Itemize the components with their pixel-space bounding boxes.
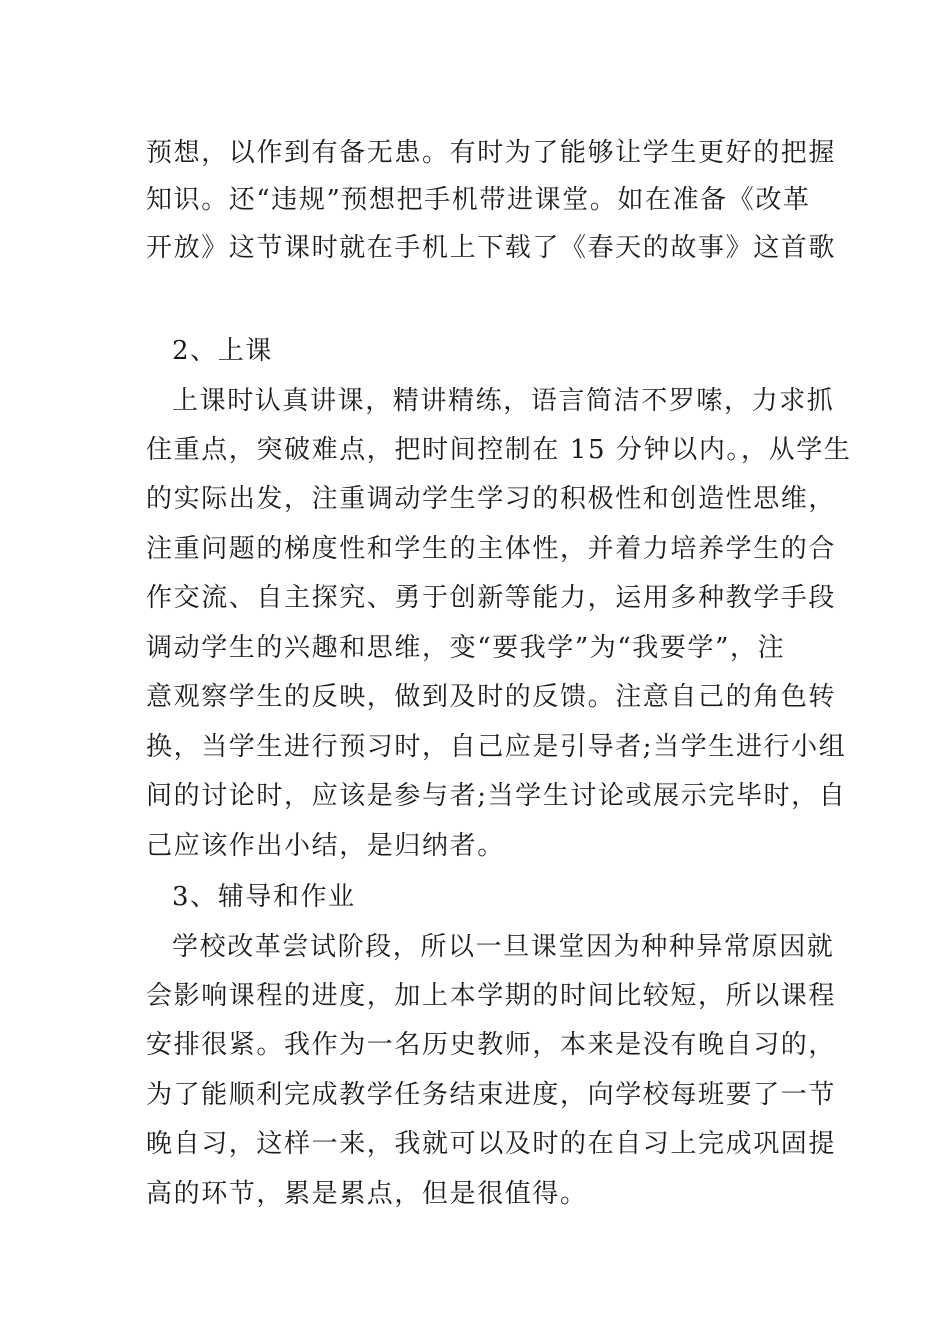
- paragraph-line: 己应该作出小结，是归纳者。: [146, 831, 505, 861]
- paragraph-line: 安排很紧。我作为一名历史教师，本来是没有晚自习的，: [146, 1030, 837, 1060]
- paragraph-line: 注重问题的梯度性和学生的主体性，并着力培养学生的合: [146, 534, 837, 564]
- paragraph-line: 会影响课程的进度，加上本学期的时间比较短，所以课程: [146, 981, 837, 1011]
- paragraph-line: 高的环节，累是累点，但是很值得。: [146, 1179, 588, 1209]
- paragraph-line: 间的讨论时，应该是参与者;当学生讨论或展示完毕时，自: [146, 781, 847, 811]
- paragraph-line: 开放》这节课时就在手机上下载了《春天的故事》这首歌: [146, 233, 837, 263]
- paragraph-line: 意观察学生的反映，做到及时的反馈。注意自己的角色转: [146, 682, 837, 712]
- paragraph-line: 调动学生的兴趣和思维，变“要我学”为“我要学”，注: [146, 633, 786, 663]
- paragraph-line: 晚自习，这样一来，我就可以及时的在自习上完成巩固提: [146, 1129, 837, 1159]
- paragraph-line: 作交流、自主探究、勇于创新等能力，运用多种教学手段: [146, 583, 837, 613]
- paragraph-line: 换，当学生进行预习时，自己应是引导者;当学生进行小组: [146, 732, 847, 762]
- paragraph-line: 预想，以作到有备无患。有时为了能够让学生更好的把握: [146, 138, 837, 168]
- paragraph-line: 为了能顺利完成教学任务结束进度，向学校每班要了一节: [146, 1080, 837, 1110]
- paragraph-line: 上课时认真讲课，精讲精练，语言简洁不罗嗦，力求抓: [172, 386, 835, 416]
- paragraph-line: 学校改革尝试阶段，所以一旦课堂因为种种异常原因就: [172, 932, 835, 962]
- section-heading-homework: 3、辅导和作业: [172, 882, 356, 912]
- paragraph-line: 的实际出发，注重调动学生学习的积极性和创造性思维，: [146, 484, 837, 514]
- section-heading-class: 2、上课: [172, 336, 273, 366]
- paragraph-line: 住重点，突破难点，把时间控制在 15 分钟以内。，从学生: [146, 435, 852, 465]
- paragraph-line: 知识。还“违规”预想把手机带进课堂。如在准备《改革: [146, 185, 811, 215]
